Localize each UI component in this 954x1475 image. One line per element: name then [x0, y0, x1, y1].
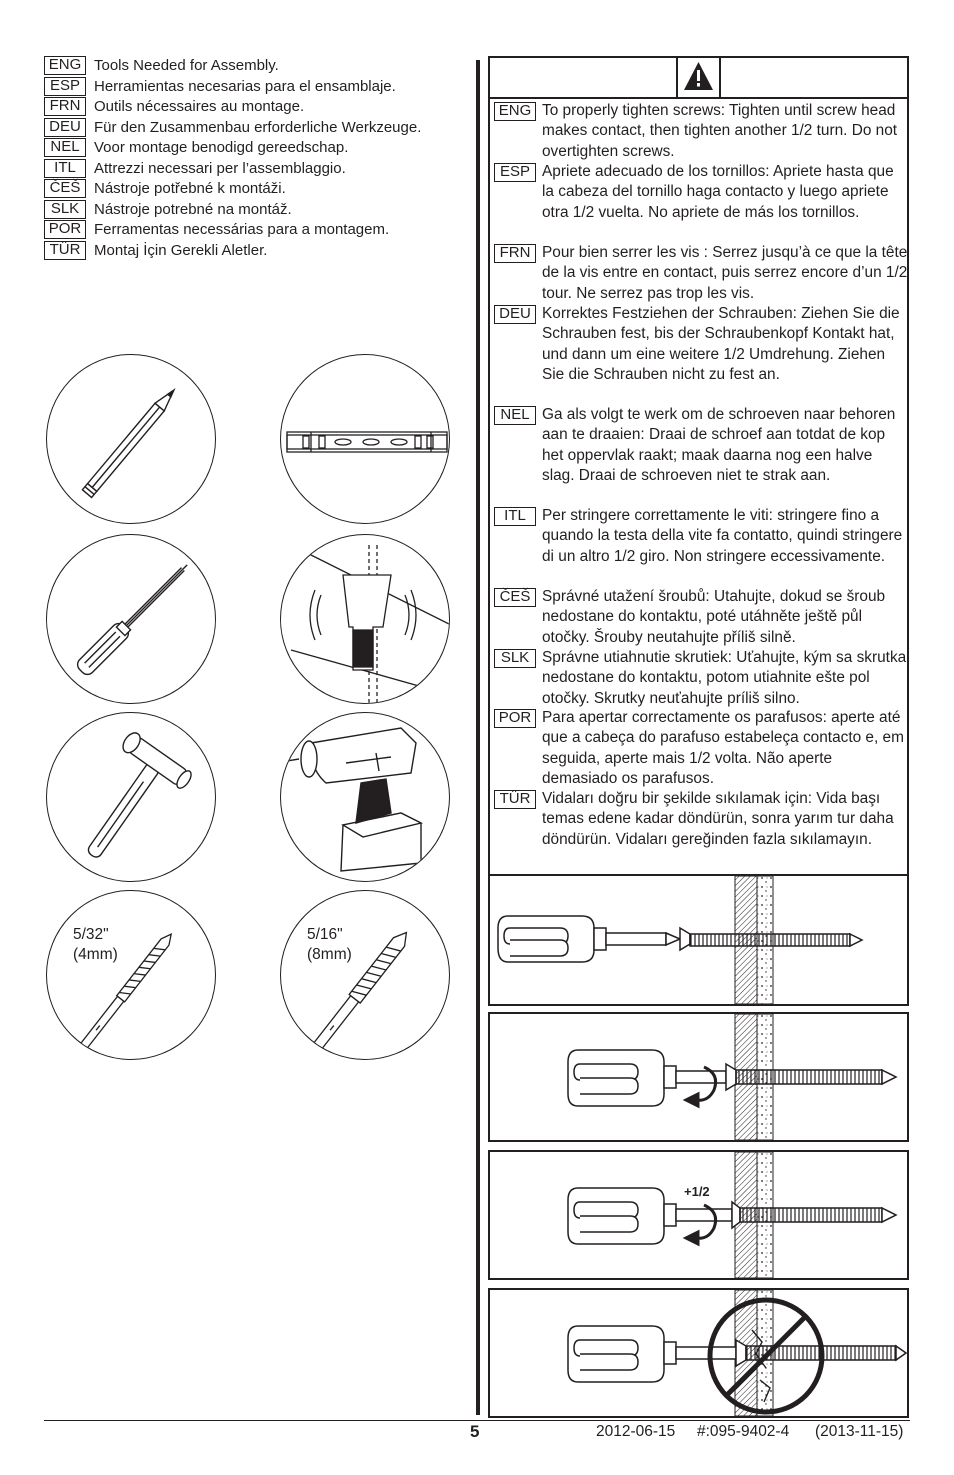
screw-overtighten-diagram — [490, 1290, 907, 1416]
lang-tag: ENG — [44, 56, 86, 75]
tools-row-por — [44, 220, 474, 240]
drill-bit-small-illustration — [46, 890, 216, 1060]
warning-text: Správne utiahnutie skrutiek: Uťahujte, kým sa skrutka nedostane do kontaktu, potom utiahnite ešte pol otočky. Skrutky neuťahujte príliš silno. — [542, 649, 907, 707]
tools-row-itl — [44, 159, 474, 179]
lang-tag: ČEŠ — [494, 588, 536, 607]
drill-icon — [281, 713, 450, 882]
half-turn-label: +1/2 — [684, 1184, 710, 1199]
tools-row-tur — [44, 241, 474, 261]
stud-finder-icon — [281, 535, 450, 704]
screwdriver-icon — [498, 916, 680, 962]
lang-tag: ENG — [494, 102, 536, 121]
tools-row-esp — [44, 77, 474, 97]
tools-row-eng — [44, 56, 474, 76]
drill-bit-icon — [47, 891, 216, 1060]
lang-tag: ITL — [494, 507, 536, 526]
tools-row-ces — [44, 179, 474, 199]
screw-overtighten-panel — [488, 1288, 909, 1418]
drill-tool-illustration — [280, 712, 450, 882]
screw-approach-diagram — [490, 876, 907, 1004]
warning-text: Apriete adecuado de los tornillos: Apriete hasta que la cabeza del tornillo haga contacto y luego apriete otra 1/2 vuelta. No apriete de más los tornillos. — [542, 163, 894, 221]
tools-text: Outils nécessaires au montage. — [94, 98, 305, 115]
screw-contact-diagram — [490, 1014, 907, 1140]
lang-tag: ČEŠ — [44, 179, 86, 198]
drill-bit-small-metric: (4mm) — [73, 946, 118, 963]
footer-revision: (2013-11-15) — [815, 1423, 904, 1440]
tools-text: Nástroje potřebné k montáži. — [94, 180, 286, 197]
tools-text: Nástroje potrebné na montáž. — [94, 200, 292, 218]
lang-tag: DEU — [44, 118, 86, 137]
column-divider — [476, 60, 480, 1415]
tools-text: Voor montage benodigd gereedschap. — [94, 139, 349, 156]
screwdriver-tool-illustration — [46, 534, 216, 704]
lang-tag: ESP — [494, 163, 536, 182]
level-tool-illustration — [280, 354, 450, 524]
drill-bit-large-size: 5/16" — [307, 926, 343, 943]
tools-text: Tools Needed for Assembly. — [94, 57, 279, 74]
tools-text: Ferramentas necessárias para a montagem. — [94, 221, 390, 238]
tools-row-deu — [44, 118, 474, 138]
lang-tag: POR — [494, 709, 536, 728]
drill-bit-small-size: 5/32" — [73, 926, 109, 943]
footer-date: 2012-06-15 — [596, 1423, 676, 1440]
lang-tag: TÜR — [44, 241, 86, 260]
lang-tag: SLK — [44, 200, 86, 219]
warning-text: Vidaları doğru bir şekilde sıkılamak için: Vida başı temas edene kadar döndürün, sonra yarım tur daha döndürün. Vidaları gereğinden fazla sıkılamayın. — [542, 790, 894, 848]
screw-half-turn-diagram — [490, 1152, 907, 1278]
lang-tag: NEL — [494, 406, 536, 425]
lang-tag: SLK — [494, 649, 536, 668]
tools-row-frn — [44, 97, 474, 117]
tools-text: Für den Zusammenbau erforderliche Werkzeuge. — [94, 118, 422, 136]
tools-text: Montaj İçin Gerekli Aletler. — [94, 241, 268, 259]
screwdriver-icon — [568, 1050, 726, 1106]
screw-step-3-panel — [488, 1150, 909, 1280]
warning-header — [490, 58, 907, 99]
screwdriver-icon — [47, 535, 216, 704]
lang-tag: DEU — [494, 305, 536, 324]
tools-text: Herramientas necesarias para el ensamblaje. — [94, 77, 396, 95]
drill-bit-large-illustration — [280, 890, 450, 1060]
tools-row-nel — [44, 138, 474, 158]
lang-tag: NEL — [44, 138, 86, 157]
warning-symbol-box — [676, 58, 721, 97]
hammer-tool-illustration — [46, 712, 216, 882]
warning-text: Para apertar correctamente os parafusos: aperte até que a cabeça do parafuso estabeleça contacto e, em seguida, aperte mais 1/2 volta. Não aperte demasiado os parafusos. — [542, 709, 904, 787]
tools-row-slk — [44, 200, 474, 220]
lang-tag: POR — [44, 220, 86, 239]
footer-doc-number: #:095-9402-4 — [697, 1423, 790, 1440]
warning-triangle-icon — [678, 58, 719, 95]
hammer-icon — [47, 713, 216, 882]
warning-text: Ga als volgt te werk om de schroeven naar behoren aan te draaien: Draai de schroef aan totdat de kop het oppervlak raakt; maak daarna nog een halve slag. Draai de schroeven niet te strak aan. — [542, 406, 896, 484]
drill-bit-icon — [281, 891, 450, 1060]
pencil-tool-illustration — [46, 354, 216, 524]
warning-text: To properly tighten screws: Tighten until screw head makes contact, then tighten another 1/2 turn. Do not overtighten screws. — [542, 102, 898, 160]
drill-bit-large-metric: (8mm) — [307, 946, 352, 963]
pencil-icon — [47, 355, 216, 524]
lang-tag: ESP — [44, 77, 86, 96]
warning-text: Per stringere correttamente le viti: stringere fino a quando la testa della vite fa contatto, quindi stringere di un altro 1/2 giro. Non stringere eccessivamente. — [542, 507, 903, 565]
screw-step-2-panel — [488, 1012, 909, 1142]
warning-text: Pour bien serrer les vis : Serrez jusqu’à ce que la tête de la vis entre en contact, puis serrez encore d’un 1/2 tour. Ne serrez pas trop les vis. — [542, 244, 908, 302]
lang-tag: FRN — [494, 244, 536, 263]
tools-text: Attrezzi necessari per l’assemblaggio. — [94, 159, 346, 177]
page-number: 5 — [470, 1422, 480, 1441]
warning-text: Správné utažení šroubů: Utahujte, dokud se šroub nedostane do kontaktu, poté utáhněte ještě půl otočky. Šrouby neutahujte příliš silně. — [542, 588, 886, 646]
stud-finder-tool-illustration — [280, 534, 450, 704]
level-icon — [281, 355, 450, 524]
lang-tag: ITL — [44, 159, 86, 178]
screw-step-1-panel — [488, 874, 909, 1006]
lang-tag: FRN — [44, 97, 86, 116]
footer-rule — [44, 1420, 910, 1421]
warning-text: Korrektes Festziehen der Schrauben: Ziehen Sie die Schrauben fest, bis der Schraubenkopf Kontakt hat, und dann um eine weitere 1/2 Umdrehung. Ziehen Sie die Schrauben nicht zu fest an. — [542, 305, 900, 383]
lang-tag: TÜR — [494, 790, 536, 809]
